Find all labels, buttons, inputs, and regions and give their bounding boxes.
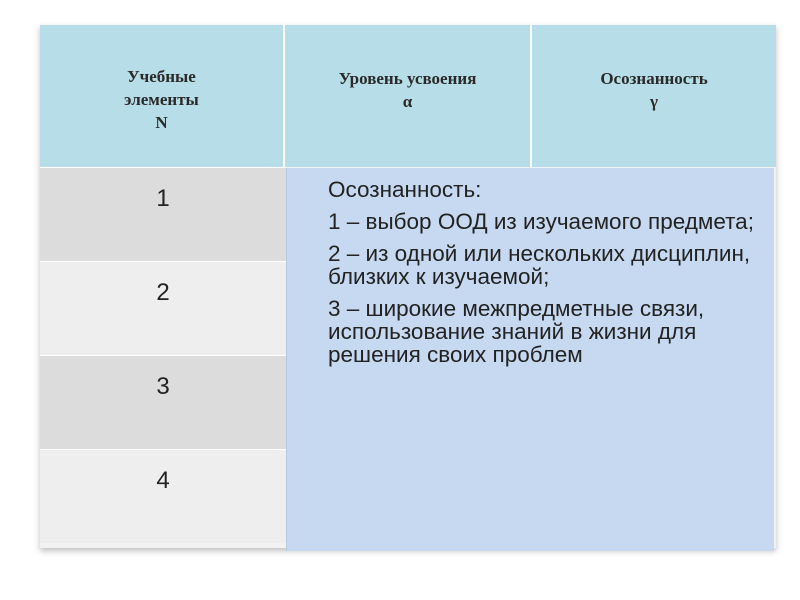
header-cell-level <box>285 25 530 167</box>
row-number: 2 <box>156 279 170 306</box>
header-label-awareness: Осознанность γ <box>600 69 708 111</box>
table-row <box>40 167 286 261</box>
note-title: Осознанность: <box>328 177 482 202</box>
header-cell-awareness <box>532 25 776 167</box>
row-number: 3 <box>156 373 170 400</box>
table-row <box>40 261 286 355</box>
header-label-elements: Учебные элементы N <box>124 67 199 132</box>
table-row <box>40 355 286 449</box>
row-number: 1 <box>156 185 170 212</box>
note-item-1: 1 – выбор ООД из изучаемого предмета; <box>328 209 754 234</box>
table-header <box>40 25 776 167</box>
header-label-level: Уровень усвоения α <box>338 69 477 111</box>
table-row <box>40 449 286 543</box>
note-item-3: 3 – широкие межпредметные связи, использование знаний в жизни для решения своих проблем <box>328 296 705 367</box>
awareness-note-box <box>287 168 774 551</box>
header-cell-elements <box>40 25 283 167</box>
note-item-2: 2 – из одной или нескольких дисциплин, близких к изучаемой; <box>328 241 751 289</box>
row-number: 4 <box>156 467 170 494</box>
